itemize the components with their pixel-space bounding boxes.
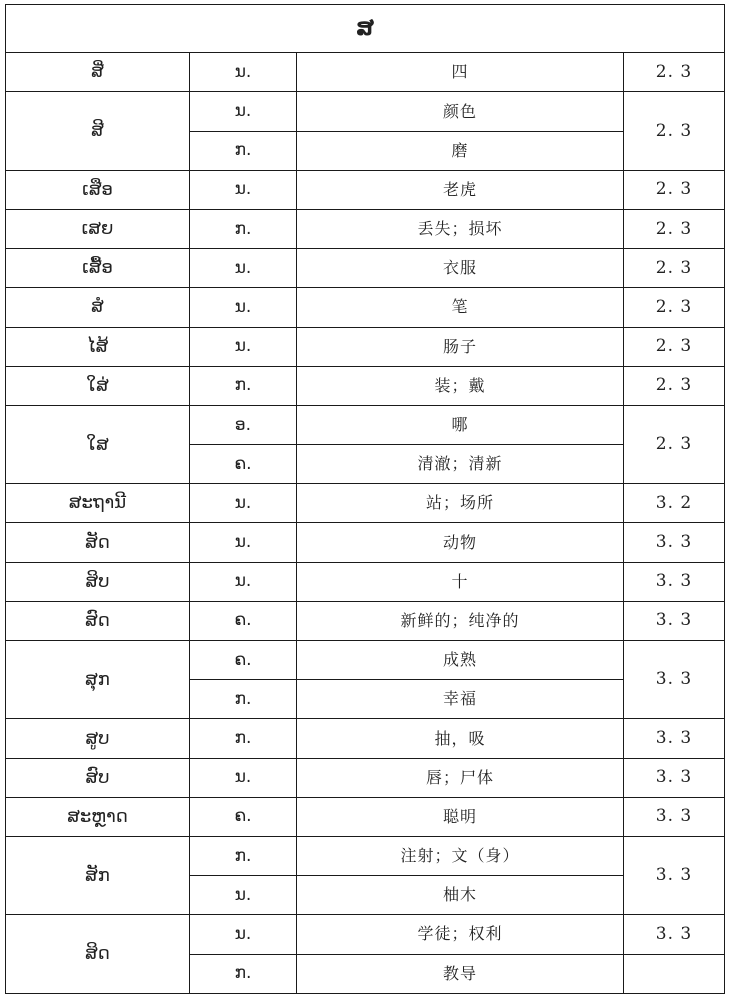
part-of-speech: ກ. bbox=[190, 836, 297, 875]
lao-word: ໃສ່ bbox=[6, 366, 190, 405]
chinese-meaning: 装；戴 bbox=[297, 366, 624, 405]
chinese-meaning: 四 bbox=[297, 53, 624, 92]
lao-word: ສິດ bbox=[6, 915, 190, 994]
chinese-meaning: 老虎 bbox=[297, 170, 624, 209]
lesson-number: 2. 3 bbox=[624, 288, 725, 327]
table-row bbox=[6, 92, 725, 131]
part-of-speech: ນ. bbox=[190, 562, 297, 601]
chinese-meaning: 新鲜的；纯净的 bbox=[297, 601, 624, 640]
lesson-number: 2. 3 bbox=[624, 209, 725, 248]
chinese-meaning: 哪 bbox=[297, 405, 624, 444]
chinese-meaning: 清澈；清新 bbox=[297, 445, 624, 484]
table-row bbox=[6, 562, 725, 601]
table-row bbox=[6, 327, 725, 366]
lao-word: ເສຍ bbox=[6, 209, 190, 248]
chinese-meaning: 动物 bbox=[297, 523, 624, 562]
lao-word: ສະຫຼາດ bbox=[6, 797, 190, 836]
lesson-number: 3. 3 bbox=[624, 797, 725, 836]
section-header-row bbox=[6, 5, 725, 53]
lao-word: ສໍ bbox=[6, 288, 190, 327]
table-row bbox=[6, 484, 725, 523]
part-of-speech: ນ. bbox=[190, 758, 297, 797]
lao-word: ເສື້ອ bbox=[6, 249, 190, 288]
part-of-speech: ນ. bbox=[190, 288, 297, 327]
chinese-meaning: 抽，吸 bbox=[297, 719, 624, 758]
chinese-meaning: 颜色 bbox=[297, 92, 624, 131]
lao-word: ສັກ bbox=[6, 836, 190, 914]
chinese-meaning: 教导 bbox=[297, 954, 624, 993]
table-row bbox=[6, 719, 725, 758]
lesson-number bbox=[624, 954, 725, 993]
chinese-meaning: 肠子 bbox=[297, 327, 624, 366]
part-of-speech: ຄ. bbox=[190, 601, 297, 640]
chinese-meaning: 聪明 bbox=[297, 797, 624, 836]
table-row bbox=[6, 601, 725, 640]
chinese-meaning: 磨 bbox=[297, 131, 624, 170]
part-of-speech: ນ. bbox=[190, 915, 297, 954]
part-of-speech: ນ. bbox=[190, 876, 297, 915]
lesson-number: 3. 2 bbox=[624, 484, 725, 523]
table-row bbox=[6, 797, 725, 836]
part-of-speech: ກ. bbox=[190, 719, 297, 758]
chinese-meaning: 学徒；权利 bbox=[297, 915, 624, 954]
part-of-speech: ນ. bbox=[190, 484, 297, 523]
chinese-meaning: 唇；尸体 bbox=[297, 758, 624, 797]
lesson-number: 2. 3 bbox=[624, 366, 725, 405]
part-of-speech: ຄ. bbox=[190, 641, 297, 680]
table-row bbox=[6, 209, 725, 248]
lao-word: ສີ່ bbox=[6, 53, 190, 92]
part-of-speech: ກ. bbox=[190, 366, 297, 405]
part-of-speech: ນ. bbox=[190, 53, 297, 92]
chinese-meaning: 柚木 bbox=[297, 876, 624, 915]
lesson-number: 2. 3 bbox=[624, 92, 725, 170]
lao-word: ສິບ bbox=[6, 562, 190, 601]
section-letter: ສ bbox=[6, 5, 725, 53]
lesson-number: 3. 3 bbox=[624, 915, 725, 954]
lesson-number: 3. 3 bbox=[624, 562, 725, 601]
lao-word: ສັດ bbox=[6, 523, 190, 562]
part-of-speech: ກ. bbox=[190, 131, 297, 170]
vocabulary-body bbox=[6, 5, 725, 994]
lao-word: ສະຖານີ bbox=[6, 484, 190, 523]
lesson-number: 2. 3 bbox=[624, 249, 725, 288]
table-row bbox=[6, 249, 725, 288]
table-row bbox=[6, 288, 725, 327]
lesson-number: 3. 3 bbox=[624, 523, 725, 562]
table-row bbox=[6, 53, 725, 92]
lesson-number: 3. 3 bbox=[624, 601, 725, 640]
chinese-meaning: 丢失；损坏 bbox=[297, 209, 624, 248]
chinese-meaning: 注射；文（身） bbox=[297, 836, 624, 875]
part-of-speech: ກ. bbox=[190, 209, 297, 248]
table-row bbox=[6, 523, 725, 562]
part-of-speech: ກ. bbox=[190, 680, 297, 719]
part-of-speech: ນ. bbox=[190, 92, 297, 131]
chinese-meaning: 笔 bbox=[297, 288, 624, 327]
vocabulary-table bbox=[5, 4, 725, 994]
table-row bbox=[6, 641, 725, 680]
lao-word: ສູບ bbox=[6, 719, 190, 758]
chinese-meaning: 十 bbox=[297, 562, 624, 601]
part-of-speech: ນ. bbox=[190, 249, 297, 288]
lesson-number: 2. 3 bbox=[624, 405, 725, 483]
lesson-number: 2. 3 bbox=[624, 327, 725, 366]
lesson-number: 2. 3 bbox=[624, 170, 725, 209]
lao-word: ໄສ້ bbox=[6, 327, 190, 366]
chinese-meaning: 站；场所 bbox=[297, 484, 624, 523]
part-of-speech: ນ. bbox=[190, 327, 297, 366]
chinese-meaning: 幸福 bbox=[297, 680, 624, 719]
lao-word: ໃສ bbox=[6, 405, 190, 483]
table-row bbox=[6, 170, 725, 209]
lesson-number: 3. 3 bbox=[624, 836, 725, 914]
lao-word: ສົດ bbox=[6, 601, 190, 640]
part-of-speech: ຄ. bbox=[190, 797, 297, 836]
table-row bbox=[6, 758, 725, 797]
lesson-number: 3. 3 bbox=[624, 641, 725, 719]
lao-word: ເສືອ bbox=[6, 170, 190, 209]
part-of-speech: ຄ. bbox=[190, 445, 297, 484]
part-of-speech: ນ. bbox=[190, 523, 297, 562]
table-row bbox=[6, 836, 725, 875]
table-row bbox=[6, 915, 725, 954]
chinese-meaning: 成熟 bbox=[297, 641, 624, 680]
table-row bbox=[6, 366, 725, 405]
lao-word: ສີ bbox=[6, 92, 190, 170]
part-of-speech: ກ. bbox=[190, 954, 297, 993]
lao-word: ສົບ bbox=[6, 758, 190, 797]
lesson-number: 3. 3 bbox=[624, 758, 725, 797]
chinese-meaning: 衣服 bbox=[297, 249, 624, 288]
lesson-number: 2. 3 bbox=[624, 53, 725, 92]
part-of-speech: ອ. bbox=[190, 405, 297, 444]
table-row bbox=[6, 405, 725, 444]
part-of-speech: ນ. bbox=[190, 170, 297, 209]
lesson-number: 3. 3 bbox=[624, 719, 725, 758]
lao-word: ສຸກ bbox=[6, 641, 190, 719]
